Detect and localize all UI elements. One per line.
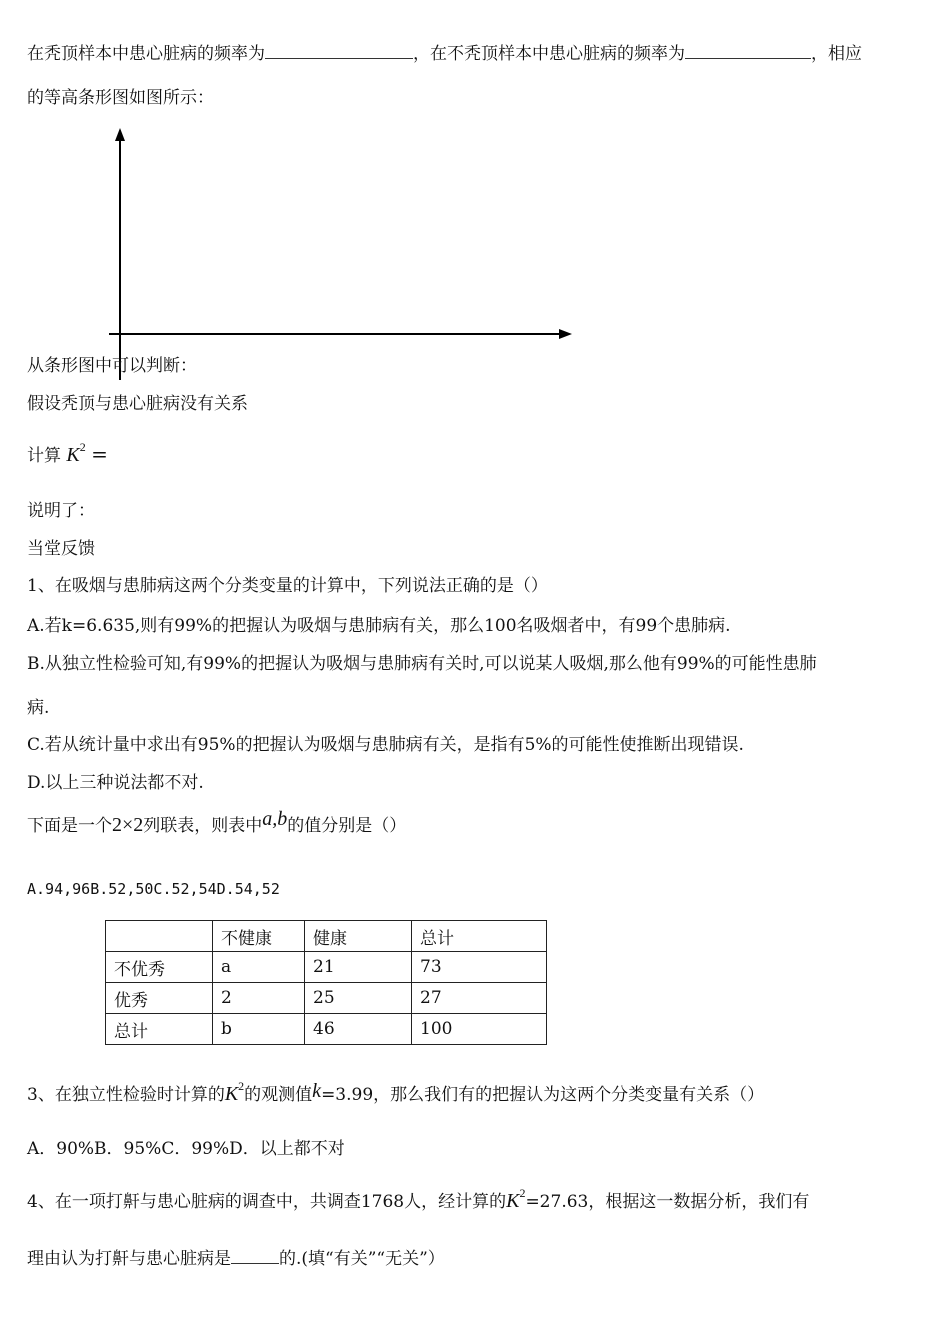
table-header-cell: 总计 bbox=[412, 921, 547, 952]
q2-vars-ab: a,b bbox=[262, 808, 288, 830]
q3-text1: 3、在独立性检验时计算的 bbox=[27, 1085, 225, 1105]
table-cell: 100 bbox=[412, 1014, 547, 1045]
table-header-cell: 不健康 bbox=[213, 921, 305, 952]
q4-k-squared bbox=[506, 1186, 526, 1212]
calc-equals: = bbox=[91, 442, 108, 466]
bar-chart-axes bbox=[100, 122, 580, 384]
k-var: K bbox=[66, 444, 80, 466]
feedback-heading: 当堂反馈 bbox=[27, 539, 95, 559]
q3-k-squared bbox=[224, 1079, 245, 1105]
table-cell: 25 bbox=[305, 983, 412, 1014]
q4-k-var: K bbox=[506, 1190, 520, 1212]
table-row bbox=[106, 1014, 547, 1045]
q1-option-b-line1: B.从独立性检验可知,有99%的把握认为吸烟与患肺病有关时,可以说某人吸烟,那么他有99%的可能性患肺 bbox=[27, 654, 817, 674]
table-header-row bbox=[106, 921, 547, 952]
table-cell: 2 bbox=[213, 983, 305, 1014]
table-cell: 27 bbox=[412, 983, 547, 1014]
q4-text3: 理由认为打鼾与患心脏病是 bbox=[27, 1249, 231, 1269]
k-squared bbox=[66, 440, 86, 466]
q4-stem-line2 bbox=[27, 1247, 445, 1270]
explain-text: 说明了： bbox=[27, 501, 95, 521]
q3-text2: 的观测值 bbox=[244, 1085, 313, 1105]
q3-k-observed: k bbox=[312, 1080, 322, 1102]
q1-option-a: A.若k=6.635,则有99%的把握认为吸烟与患肺病有关，那么100名吸烟者中，有99个患肺病. bbox=[27, 616, 731, 636]
calc-label: 计算 bbox=[27, 446, 61, 466]
para1-line1 bbox=[27, 42, 862, 65]
q3-options: A．90%B．95%C．99%D．以上都不对 bbox=[27, 1139, 345, 1159]
q2-text1: 下面是一个 bbox=[27, 816, 112, 836]
para1-text2: ，在不秃顶样本中患心脏病的频率为 bbox=[413, 44, 685, 64]
q2-text3: 的值分别是（） bbox=[287, 816, 407, 836]
table-cell: a bbox=[213, 952, 305, 983]
q1-option-b-line2: 病. bbox=[27, 698, 50, 718]
table-cell: 21 bbox=[305, 952, 412, 983]
q3-stem bbox=[27, 1075, 764, 1106]
table-cell: 73 bbox=[412, 952, 547, 983]
q3-text3: =3.99，那么我们有的把握认为这两个分类变量有关系（） bbox=[321, 1085, 765, 1105]
judge-text: 从条形图中可以判断： bbox=[27, 356, 197, 376]
blank-bald-frequency[interactable] bbox=[265, 42, 413, 59]
q4-stem-line1 bbox=[27, 1182, 809, 1213]
hypothesis-text: 假设秃顶与患心脏病没有关系 bbox=[27, 394, 248, 414]
y-axis-arrow bbox=[115, 128, 125, 141]
q4-k-exp: 2 bbox=[519, 1186, 526, 1200]
q3-k-var: K bbox=[224, 1083, 239, 1105]
table-cell: b bbox=[213, 1014, 305, 1045]
table-cell: 46 bbox=[305, 1014, 412, 1045]
x-axis-arrow bbox=[559, 329, 572, 339]
para1-text1: 在秃顶样本中患心脏病的频率为 bbox=[27, 44, 265, 64]
q1-stem: 1、在吸烟与患肺病这两个分类变量的计算中，下列说法正确的是（） bbox=[27, 576, 548, 596]
q1-option-c: C.若从统计量中求出有95%的把握认为吸烟与患肺病有关，是指有5%的可能性使推断出现错误. bbox=[27, 735, 744, 755]
para1-line2: 的等高条形图如图所示： bbox=[27, 88, 214, 108]
calc-line bbox=[27, 436, 108, 467]
q2-table-size: 2×2 bbox=[112, 814, 144, 836]
q2-stem bbox=[27, 808, 407, 837]
blank-relation[interactable] bbox=[231, 1247, 279, 1264]
table-cell: 优秀 bbox=[106, 983, 213, 1014]
table-header-cell: 健康 bbox=[305, 921, 412, 952]
q4-text4: 的.(填“有关”“无关”） bbox=[279, 1249, 445, 1269]
contingency-table bbox=[105, 920, 547, 1045]
table-row bbox=[106, 983, 547, 1014]
blank-nonbald-frequency[interactable] bbox=[685, 42, 811, 59]
q4-text1: 4、在一项打鼾与患心脏病的调查中，共调查1768人，经计算的 bbox=[27, 1192, 507, 1212]
table-header-cell bbox=[106, 921, 213, 952]
q2-text2: 列联表，则表中 bbox=[143, 816, 263, 836]
q3-k-exp: 2 bbox=[238, 1079, 245, 1093]
q1-option-d: D.以上三种说法都不对. bbox=[27, 773, 204, 793]
para1-text3: ，相应 bbox=[811, 44, 862, 64]
table-cell: 不优秀 bbox=[106, 952, 213, 983]
k-exp: 2 bbox=[79, 440, 86, 454]
q4-text2: =27.63，根据这一数据分析，我们有 bbox=[525, 1192, 810, 1212]
table-cell: 总计 bbox=[106, 1014, 213, 1045]
q2-options: A.94,96B.52,50C.52,54D.54,52 bbox=[27, 880, 280, 898]
table-row bbox=[106, 952, 547, 983]
